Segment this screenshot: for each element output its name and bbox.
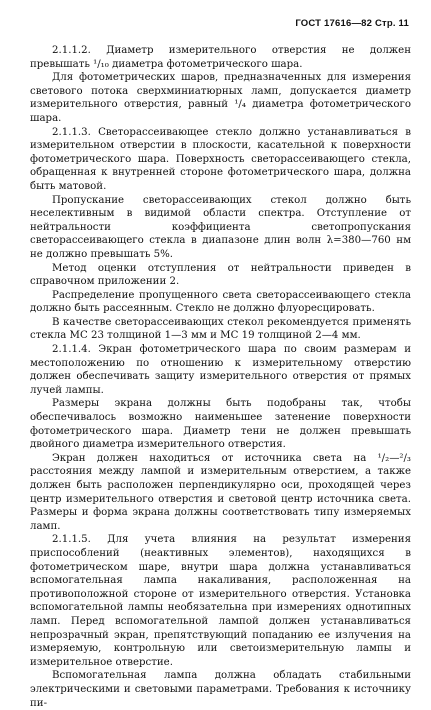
paragraph-screen-position: Экран должен находиться от источника света на ¹/₂—²/₃ расстояния между лампой и измерительным отверстием, а также должен быть расположен перпендикулярно оси, проходящей через центр измерительного отверстия и световой центр источника света. Размеры и форма экрана должны соответствовать типу измеряемых ламп. <box>30 452 411 532</box>
paragraph-2-1-1-4: 2.1.1.4. Экран фотометрического шара по своим размерам и местоположению по отношению к измерительному отверстию должен обеспечивать защиту измерительного отверстия от прямых лучей лампы. <box>30 344 411 396</box>
paragraph-2-1-1-5: 2.1.1.5. Для учета влияния на результат измерения приспособлений (неактивных элементов), находящихся в фотометрическом шаре, внутри шара должна устанавливаться вспомогательная лампа накаливания, расположенная на противоположной стороне от измерительного отверстия. Установка вспомогательной лампы необязательна при измерениях однотипных ламп. Перед вспомогательной лампой должен устанавливаться непрозрачный экран, препятствующий попаданию ее излучения на измеряемую, контрольную или светоизмерительную лампы и измерительное отверстие. <box>30 534 411 668</box>
paragraph-glass-types: В качестве светорассеивающих стекол рекомендуется применять стекла МС 23 толщиной 1—3 мм и МС 19 толщиной 2—4 мм. <box>30 316 411 342</box>
paragraph-distribution: Распределение пропущенного света светорассеивающего стекла должно быть рассеянным. Стекло не должно флуоресцировать. <box>30 289 411 315</box>
paragraph-transmission: Пропускание светорассеивающих стекол должно быть неселективным в видимой области спектра. Отступление от нейтральности коэффициента светопропускания светорассеивающего стекла в диапазоне длин волн λ=380—760 нм не должно превышать 5%. <box>30 194 411 260</box>
page-header: ГОСТ 17616—82 Стр. 11 <box>295 18 409 29</box>
paragraph-micro-lamps: Для фотометрических шаров, предназначенных для измерения светового потока сверхминиатюрных ламп, допускается диаметр измерительного отверстия, равный ¹/₄ диаметра фотометрического шара. <box>30 72 411 124</box>
paragraph-method-reference: Метод оценки отступления от нейтральности приведен в справочном приложении 2. <box>30 262 411 288</box>
paragraph-2-1-1-2: 2.1.1.2. Диаметр измерительного отверстия не должен превышать ¹/₁₀ диаметра фотометрического шара. <box>30 45 411 70</box>
paragraph-screen-size: Размеры экрана должны быть подобраны так, чтобы обеспечивалось возможно наименьшее затенение поверхности фотометрического шара. Диаметр тени не должен превышать двойного диаметра измерительного отверстия. <box>30 398 411 451</box>
paragraph-2-1-1-3: 2.1.1.3. Светорассеивающее стекло должно устанавливаться в измерительном отверстии в плоскости, касательной к поверхности фотометрического шара. Поверхность светорассеивающего стекла, обращенная к внутренней стороне фотометрического шара, должна быть матовой. <box>30 126 411 192</box>
paragraph-auxiliary-lamp: Вспомогательная лампа должна обладать стабильными электрическими и световыми параметрами. Требования к источнику пи- <box>30 670 411 709</box>
document-body <box>30 44 411 710</box>
